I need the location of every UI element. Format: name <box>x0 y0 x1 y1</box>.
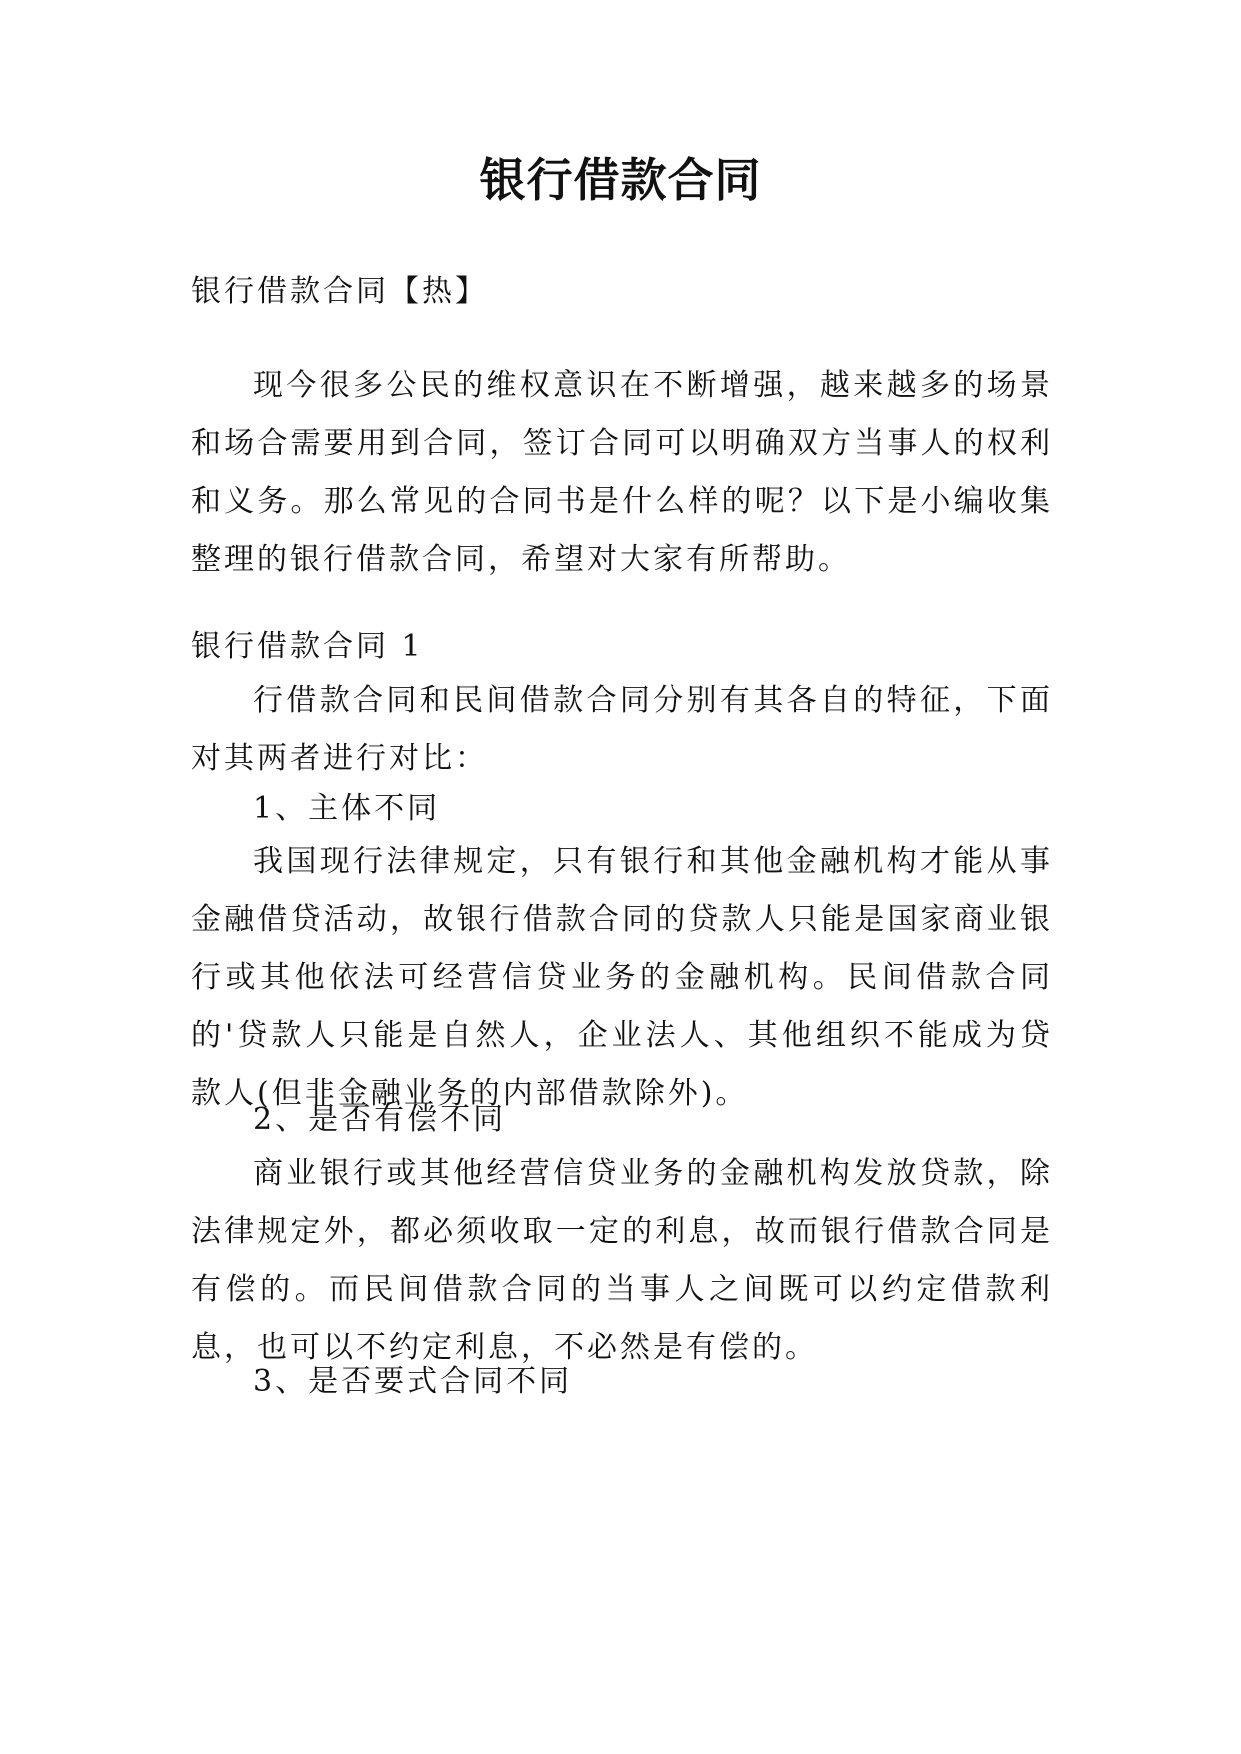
paragraph-subject: 我国现行法律规定，只有银行和其他金融机构才能从事金融借贷活动，故银行借款合同的贷款人只能是国家商业银行或其他依法可经营信贷业务的金融机构。民间借款合同的'贷款人只能是自然人，企业法人、其他组织不能成为贷款人(但非金融业务的内部借款除外)。 <box>191 844 1053 1111</box>
document-subtitle: 银行借款合同【热】 <box>191 274 488 309</box>
point-heading-3: 3、是否要式合同不同 <box>253 1364 573 1399</box>
document-title: 银行借款合同 <box>479 153 762 207</box>
point-heading-2: 2、是否有偿不同 <box>253 1102 507 1137</box>
section-heading: 银行借款合同 1 <box>191 629 424 664</box>
paragraph-compensation: 商业银行或其他经营信贷业务的金融机构发放贷款，除法律规定外，都必须收取一定的利息，故而银行借款合同是有偿的。而民间借款合同的当事人之间既可以约定借款利息，也可以不约定利息，不必然是有偿的。 <box>191 1156 1053 1365</box>
intro-paragraph: 现今很多公民的维权意识在不断增强，越来越多的场景和场合需要用到合同，签订合同可以明确双方当事人的权利和义务。那么常见的合同书是什么样的呢？以下是小编收集整理的银行借款合同，希望对大家有所帮助。 <box>191 368 1053 577</box>
paragraph-comparison-intro: 行借款合同和民间借款合同分别有其各自的特征，下面对其两者进行对比： <box>191 683 1053 776</box>
point-heading-1: 1、主体不同 <box>253 791 441 826</box>
